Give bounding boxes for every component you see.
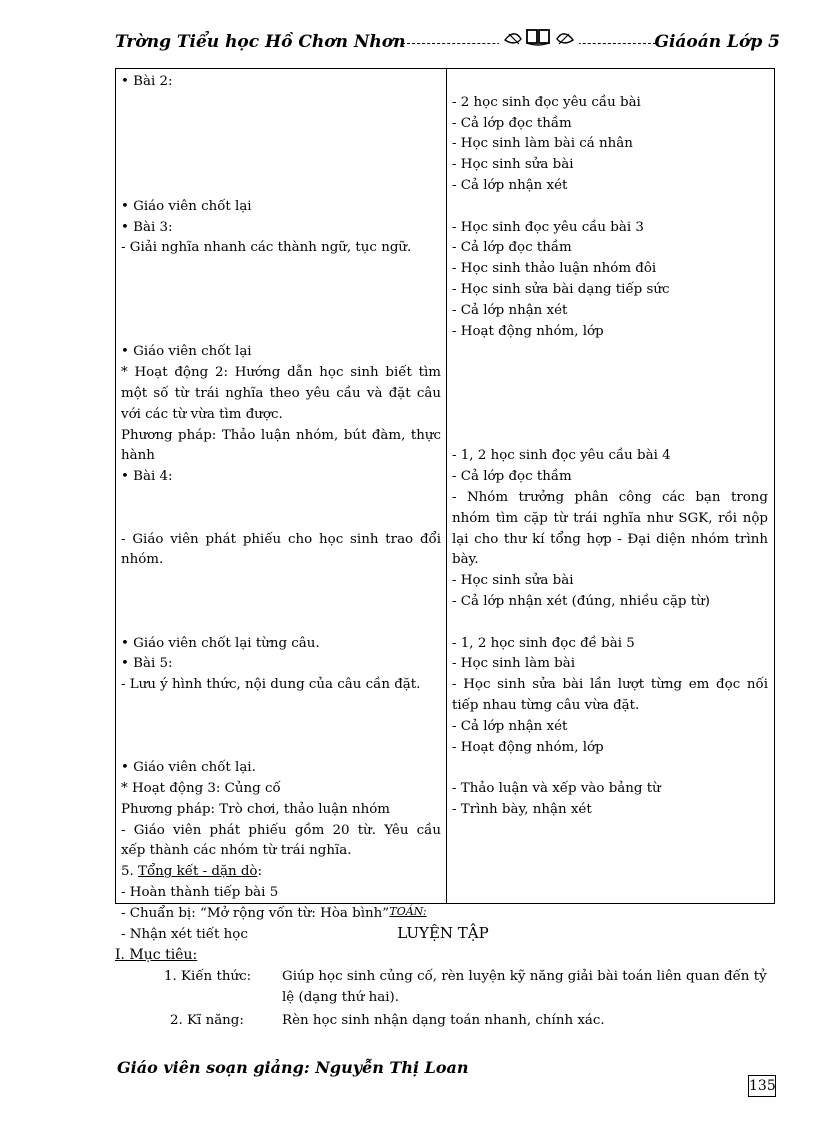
teacher-activity-line: xếp thành các nhóm từ trái nghĩa. (121, 843, 352, 859)
student-activity-line: lại cho thư kí tổng hợp - Đại diện nhóm trình (452, 531, 768, 547)
teacher-activity-line (121, 592, 441, 613)
teacher-activity-line (121, 509, 441, 530)
teacher-activity-line (121, 176, 441, 197)
page-number: 135 (748, 1075, 776, 1097)
teacher-activity-line: hành (121, 448, 155, 464)
student-activity-line: - Học sinh làm bài (452, 656, 575, 672)
student-activity-line (452, 405, 768, 426)
teacher-activity-line: * Hoạt động 3: Củng cố (121, 781, 281, 797)
student-activity-line: - Học sinh sửa bài (452, 157, 574, 173)
student-activity-line: - Học sinh thảo luận nhóm đôi (452, 261, 657, 277)
student-activity-line: nhóm tìm cặp từ trái nghĩa như SGK, rồi nộp (452, 510, 768, 526)
student-activity-line: - 1, 2 học sinh đọc đề bài 5 (452, 635, 635, 651)
student-activity-line (452, 758, 768, 779)
column-divider (446, 69, 447, 903)
teacher-activity-line (121, 93, 441, 114)
student-activity-line: - Học sinh sửa bài lần lượt từng em đọc nối (452, 677, 768, 693)
student-activity-line: - Cả lớp đọc thầm (452, 469, 572, 485)
teacher-activity-line (121, 696, 441, 717)
student-activity-line: - 1, 2 học sinh đọc yêu cầu bài 4 (452, 448, 671, 464)
teacher-activity-line: - Giáo viên phát phiếu cho học sinh trao đổi (121, 531, 441, 547)
student-activity-line: - Hoạt động nhóm, lớp (452, 739, 604, 755)
student-activity-line: - Học sinh làm bài cá nhân (452, 136, 633, 152)
teacher-activity-line (121, 717, 441, 738)
student-activity-line (452, 426, 768, 447)
teacher-activity-line: • Bài 4: (121, 469, 173, 485)
teacher-activity-line (121, 114, 441, 135)
teacher-activity-line (121, 134, 441, 155)
teacher-activity-line (121, 322, 441, 343)
student-activity-line (452, 342, 768, 363)
student-activity-line: - Học sinh đọc yêu cầu bài 3 (452, 219, 644, 235)
teacher-activity-line: với các từ vừa tìm được. (121, 406, 283, 422)
teacher-activity-line: • Bài 2: (121, 74, 173, 89)
student-activity-line: - Trình bày, nhận xét (452, 801, 592, 817)
student-activity-line: - Nhóm trưởng phân công các bạn trong (452, 489, 768, 505)
student-activity-line: - Học sinh sửa bài (452, 573, 574, 589)
student-activity-line: tiếp nhau từng câu vừa đặt. (452, 697, 640, 713)
student-activity-line: - Cả lớp đọc thầm (452, 240, 572, 256)
lesson-title: LUYỆN TẬP (397, 924, 489, 942)
teacher-activity-line: • Giáo viên chốt lại (121, 344, 252, 360)
teacher-activity-line: 5. Tổng kết - dặn dò: (121, 864, 262, 880)
teacher-activities-column (121, 72, 441, 945)
teacher-activity-line: Phương pháp: Thảo luận nhóm, bút đàm, thực (121, 427, 441, 443)
page-header (115, 30, 780, 60)
teacher-activity-line: - Hoàn thành tiếp bài 5 (121, 885, 279, 901)
teacher-activity-line (121, 613, 441, 634)
objective-text-knowledge: Giúp học sinh củng cố, rèn luyện kỹ năng giải bài toán liên quan đến tỷ lệ (dạng thứ hai). (282, 969, 767, 1005)
teacher-activity-line: • Bài 3: (121, 219, 173, 235)
student-activity-line: - Cả lớp nhận xét (452, 177, 568, 193)
student-activity-line (452, 613, 768, 634)
teacher-activity-line (121, 155, 441, 176)
objective-label-skill: 2. Kĩ năng: (170, 1013, 244, 1028)
teacher-activity-line (121, 301, 441, 322)
teacher-activity-line: Phương pháp: Trò chơi, thảo luận nhóm (121, 801, 391, 817)
student-activity-line (452, 72, 768, 93)
teacher-activity-line: • Giáo viên chốt lại từng câu. (121, 635, 320, 651)
school-name: Trờng Tiểu học Hồ Chơn Nhơn (115, 32, 406, 52)
student-activities-column (452, 72, 768, 821)
teacher-activity-line: - Giải nghĩa nhanh các thành ngữ, tục ngữ. (121, 240, 412, 256)
subject-label: TOÁN: (389, 905, 427, 918)
student-activity-line (452, 384, 768, 405)
teacher-activity-line: * Hoạt động 2: Hướng dẫn học sinh biết tìm (121, 365, 441, 381)
teacher-activity-line: • Giáo viên chốt lại (121, 198, 252, 214)
teacher-activity-line (121, 571, 441, 592)
student-activity-line: - 2 học sinh đọc yêu cầu bài (452, 94, 641, 110)
student-activity-line: - Cả lớp nhận xét (452, 718, 568, 734)
teacher-activity-line: • Giáo viên chốt lại. (121, 760, 256, 776)
teacher-activity-line: - Lưu ý hình thức, nội dung của câu cần đặt. (121, 677, 421, 693)
student-activity-line: - Cả lớp nhận xét (đúng, nhiều cặp từ) (452, 593, 710, 609)
student-activity-line: - Thảo luận và xếp vào bảng từ (452, 781, 661, 797)
objectives-heading: I. Mục tiêu: (115, 947, 198, 963)
objective-label-knowledge: 1. Kiến thức: (164, 969, 252, 984)
student-activity-line: - Học sinh sửa bài dạng tiếp sức (452, 281, 670, 297)
teacher-activity-line: một số từ trái nghĩa theo yêu cầu và đặt câu (121, 385, 441, 401)
teacher-activity-line: nhóm. (121, 552, 164, 568)
teacher-activity-line: - Chuẩn bị: “Mở rộng vốn từ: Hòa bình” (121, 905, 390, 921)
objective-text-skill: Rèn học sinh nhận dạng toán nhanh, chính xác. (282, 1013, 605, 1028)
ornament-icon (499, 26, 579, 52)
student-activity-line (452, 363, 768, 384)
student-activity-line: - Cả lớp nhận xét (452, 302, 568, 318)
teacher-activity-line: - Giáo viên phát phiếu gồm 20 từ. Yêu cầu (121, 822, 441, 838)
teacher-activity-line: • Bài 5: (121, 656, 173, 672)
student-activity-line: - Cả lớp đọc thầm (452, 115, 572, 131)
teacher-activity-line (121, 738, 441, 759)
teacher-activity-line (121, 280, 441, 301)
student-activity-line: - Hoạt động nhóm, lớp (452, 323, 604, 339)
teacher-activity-line (121, 488, 441, 509)
grade-label: Giáoán Lớp 5 (654, 32, 780, 52)
teacher-activity-line: - Nhận xét tiết học (121, 926, 248, 942)
teacher-activity-line (121, 259, 441, 280)
student-activity-line (452, 197, 768, 218)
student-activity-line: bày. (452, 552, 479, 568)
teacher-name: Giáo viên soạn giảng: Nguyễn Thị Loan (117, 1058, 469, 1077)
